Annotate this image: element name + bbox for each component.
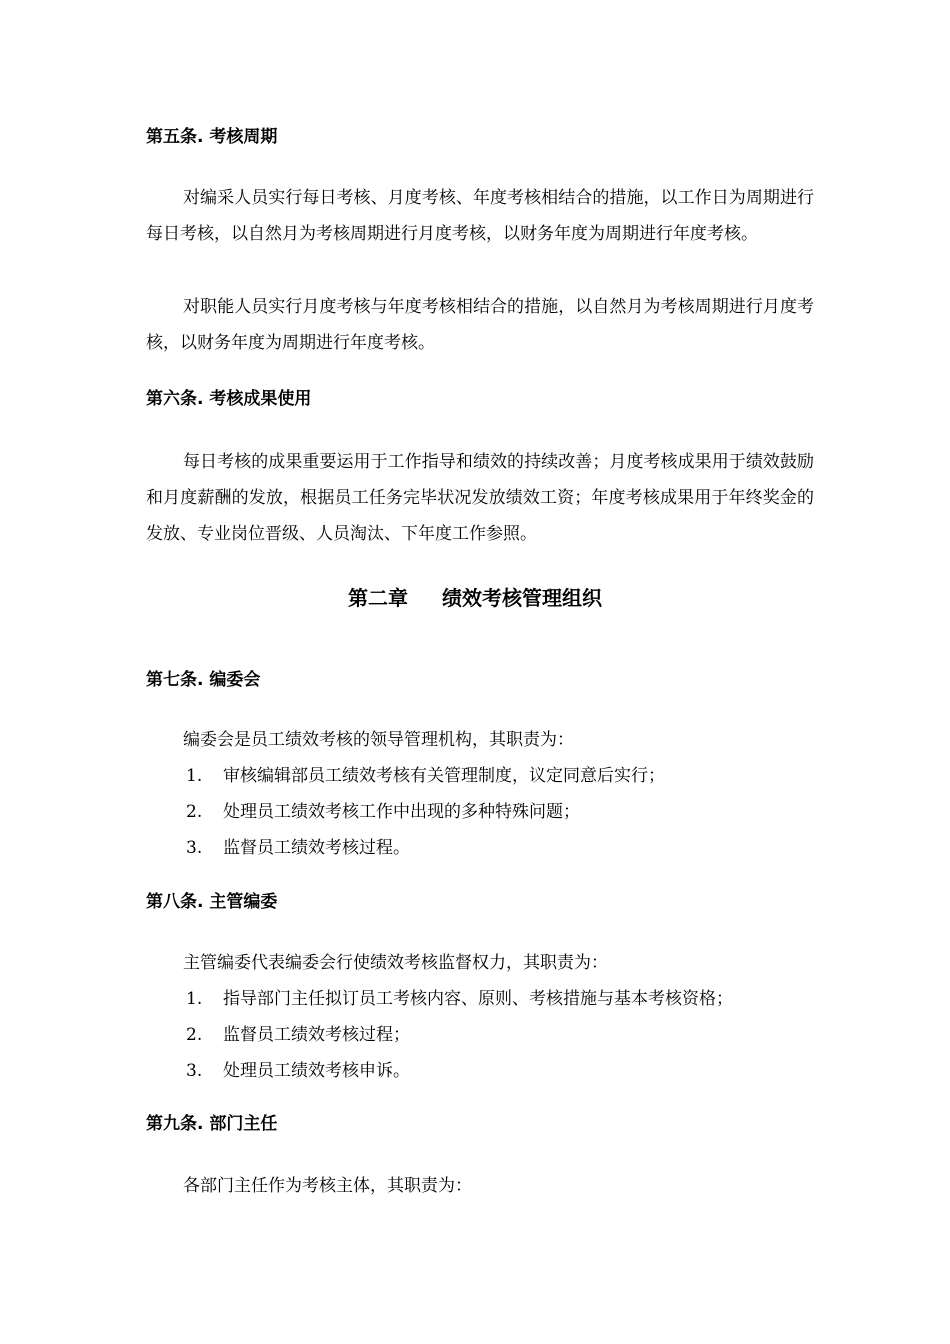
list-item-text: 审核编辑部员工绩效考核有关管理制度，议定同意后实行； xyxy=(223,766,665,786)
article-7-intro: 编委会是员工绩效考核的领导管理机构，其职责为： xyxy=(183,730,574,750)
list-item-text: 监督员工绩效考核过程； xyxy=(223,1025,410,1045)
list-item-number: 3. xyxy=(186,838,203,858)
list-item xyxy=(186,981,733,1017)
article-5-paragraph-1: 对编采人员实行每日考核、月度考核、年度考核相结合的措施，以工作日为周期进行每日考核，以自然月为考核周期进行月度考核，以财务年度为周期进行年度考核。 xyxy=(146,188,814,244)
article-9-heading: 第九条. 部门主任 xyxy=(146,1114,278,1134)
article-6-heading: 第六条. 考核成果使用 xyxy=(146,389,312,409)
article-6-paragraph-1: 每日考核的成果重要运用于工作指导和绩效的持续改善；月度考核成果用于绩效鼓励和月度薪酬的发放，根据员工任务完毕状况发放绩效工资；年度考核成果用于年终奖金的发放、专业岗位晋级、人员淘汰、下年度工作参照。 xyxy=(146,452,814,544)
article-5-paragraph-2: 对职能人员实行月度考核与年度考核相结合的措施，以自然月为考核周期进行月度考核，以财务年度为周期进行年度考核。 xyxy=(146,297,814,353)
list-item xyxy=(186,1017,733,1053)
list-item xyxy=(186,794,665,830)
list-item-number: 2. xyxy=(186,1025,203,1045)
list-item xyxy=(186,1053,733,1089)
chapter-number: 第二章 xyxy=(348,586,408,610)
article-5-heading: 第五条. 考核周期 xyxy=(146,127,278,147)
chapter-2-title xyxy=(0,584,950,612)
list-item-number: 1. xyxy=(186,989,203,1009)
article-9-intro: 各部门主任作为考核主体，其职责为： xyxy=(183,1176,472,1196)
list-item-number: 2. xyxy=(186,802,203,822)
list-item-text: 监督员工绩效考核过程。 xyxy=(223,838,410,858)
list-item xyxy=(186,830,665,866)
article-7-heading: 第七条. 编委会 xyxy=(146,670,261,690)
article-8-intro: 主管编委代表编委会行使绩效考核监督权力，其职责为： xyxy=(183,953,608,973)
chapter-name: 绩效考核管理组织 xyxy=(442,586,602,610)
article-8-list xyxy=(186,981,733,1089)
article-7-list xyxy=(186,758,665,866)
list-item-number: 3. xyxy=(186,1061,203,1081)
list-item xyxy=(186,758,665,794)
list-item-text: 指导部门主任拟订员工考核内容、原则、考核措施与基本考核资格； xyxy=(223,989,733,1009)
list-item-number: 1. xyxy=(186,766,203,786)
list-item-text: 处理员工绩效考核工作中出现的多种特殊问题； xyxy=(223,802,580,822)
article-8-heading: 第八条. 主管编委 xyxy=(146,892,278,912)
list-item-text: 处理员工绩效考核申诉。 xyxy=(223,1061,410,1081)
